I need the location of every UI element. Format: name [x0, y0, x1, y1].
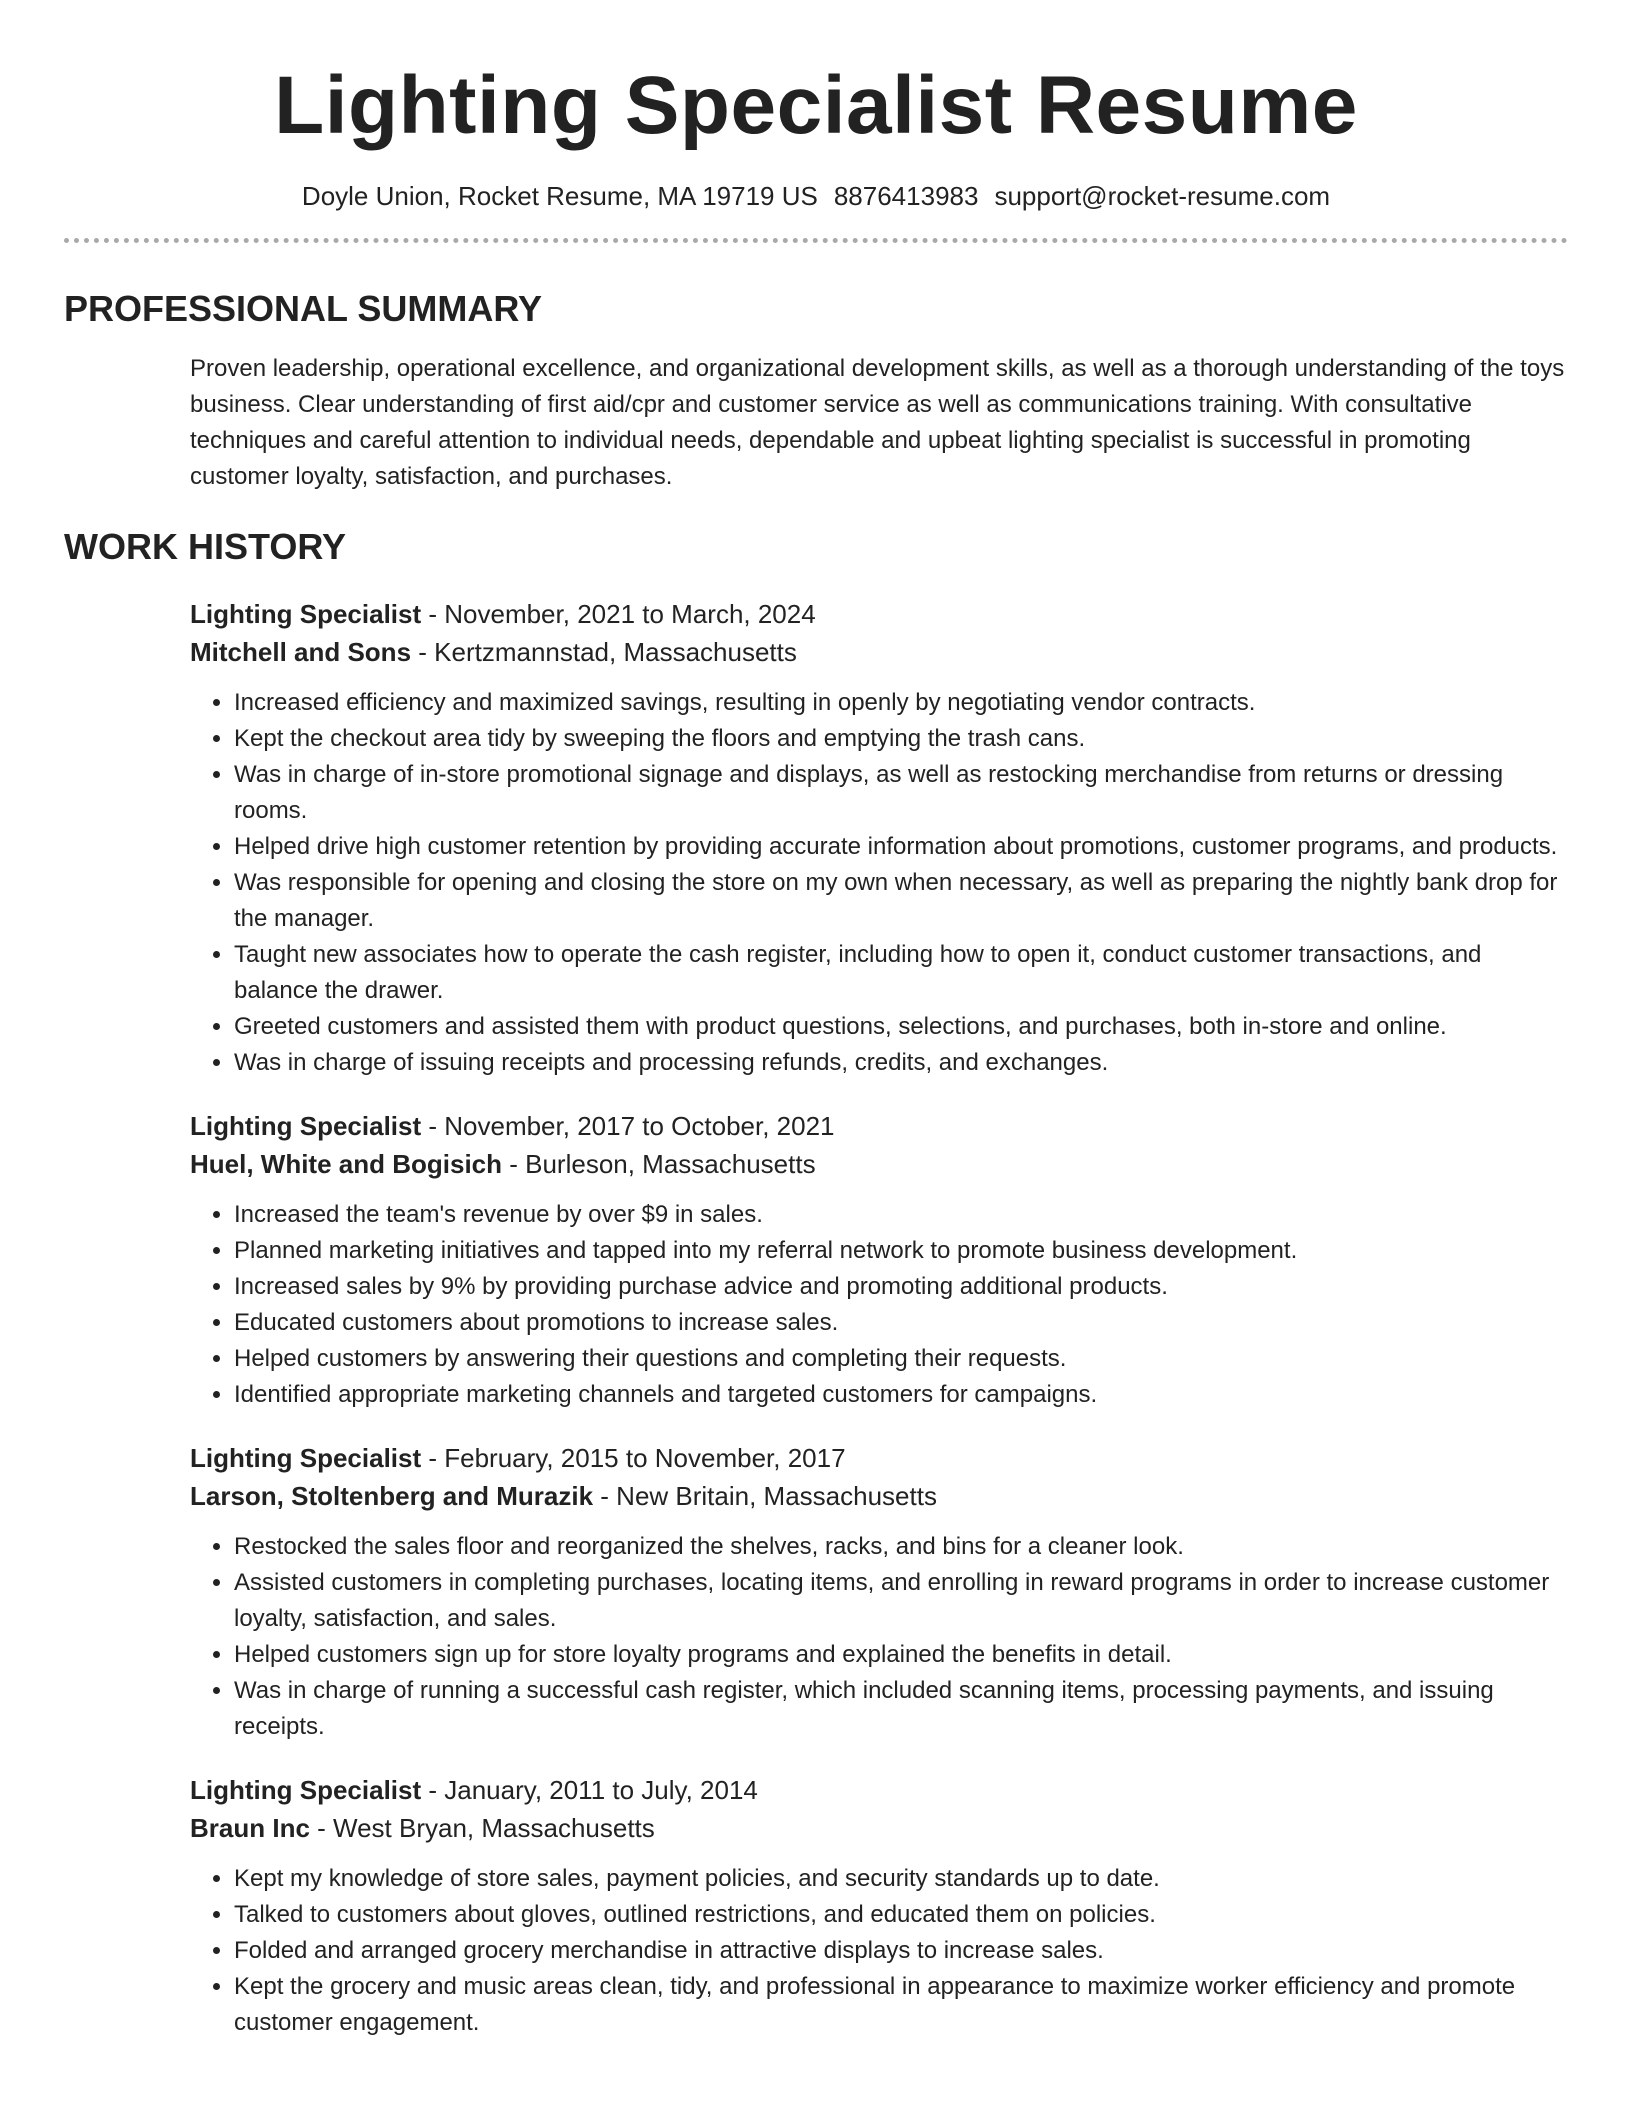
- job-entry: [190, 1771, 1568, 2041]
- job-bullet: • Greeted customers and assisted them with product questions, selections, and purchases, both in-store and online.: [234, 1009, 1568, 1045]
- job-company: Larson, Stoltenberg and Murazik: [190, 1481, 594, 1511]
- address-text: Doyle Union, Rocket Resume, MA 19719 US: [301, 181, 818, 211]
- job-role-line: [190, 1771, 1568, 1809]
- job-role-line: [190, 1107, 1568, 1145]
- job-role-line: [190, 595, 1568, 633]
- job-role: Lighting Specialist: [190, 599, 422, 629]
- job-bullet: • Folded and arranged grocery merchandise in attractive displays to increase sales.: [234, 1933, 1568, 1969]
- job-company-line: [190, 1145, 1568, 1183]
- job-bullet: • Kept the grocery and music areas clean, tidy, and professional in appearance to maximize worker efficiency and promote customer engagement.: [234, 1969, 1568, 2041]
- job-dates: - February, 2015 to November, 2017: [421, 1443, 846, 1473]
- job-location: - Kertzmannstad, Massachusetts: [411, 637, 797, 667]
- job-entry: [190, 595, 1568, 1081]
- job-bullets: [190, 685, 1568, 1081]
- job-bullet: • Was in charge of issuing receipts and processing refunds, credits, and exchanges.: [234, 1045, 1568, 1081]
- job-entry: [190, 1439, 1568, 1745]
- job-bullet: • Was responsible for opening and closing the store on my own when necessary, as well as preparing the nightly bank drop for the manager.: [234, 865, 1568, 937]
- job-bullet: • Planned marketing initiatives and tapped into my referral network to promote business development.: [234, 1233, 1568, 1269]
- work-history-list: [64, 595, 1568, 2041]
- job-company: Huel, White and Bogisich: [190, 1149, 503, 1179]
- job-bullets: [190, 1529, 1568, 1745]
- job-role: Lighting Specialist: [190, 1775, 422, 1805]
- job-bullet: • Educated customers about promotions to increase sales.: [234, 1305, 1568, 1341]
- contact-line: [64, 180, 1568, 212]
- job-bullet: • Helped drive high customer retention by providing accurate information about promotions, customer programs, and products.: [234, 829, 1568, 865]
- job-bullet: • Was in charge of in-store promotional signage and displays, as well as restocking merchandise from returns or dressing rooms.: [234, 757, 1568, 829]
- job-bullet: • Increased the team's revenue by over $9 in sales.: [234, 1197, 1568, 1233]
- job-company-line: [190, 1477, 1568, 1515]
- header-divider: [64, 238, 1568, 243]
- job-location: - New Britain, Massachusetts: [593, 1481, 937, 1511]
- job-entry: [190, 1107, 1568, 1413]
- job-bullet: • Helped customers sign up for store loyalty programs and explained the benefits in detail.: [234, 1637, 1568, 1673]
- job-role-line: [190, 1439, 1568, 1477]
- job-bullets: [190, 1861, 1568, 2041]
- job-location: - West Bryan, Massachusetts: [309, 1813, 655, 1843]
- job-dates: - November, 2017 to October, 2021: [421, 1111, 835, 1141]
- summary-text: Proven leadership, operational excellence, and organizational development skills, as well as a thorough understanding of the toys business. Clear understanding of first aid/cpr and customer service as well as communications training. With consultative techniques and careful attention to individual needs, dependable and upbeat lighting specialist is successful in promoting customer loyalty, satisfaction, and purchases.: [190, 355, 1565, 490]
- page-title: Lighting Specialist Resume: [274, 60, 1358, 151]
- job-bullet: • Increased sales by 9% by providing purchase advice and promoting additional products.: [234, 1269, 1568, 1305]
- job-bullet: • Kept the checkout area tidy by sweeping the floors and emptying the trash cans.: [234, 721, 1568, 757]
- job-bullets: [190, 1197, 1568, 1413]
- email-text: support@rocket-resume.com: [994, 181, 1331, 211]
- job-role: Lighting Specialist: [190, 1111, 422, 1141]
- work-history-heading: WORK HISTORY: [64, 526, 347, 567]
- job-bullet: • Increased efficiency and maximized savings, resulting in openly by negotiating vendor contracts.: [234, 685, 1568, 721]
- job-company-line: [190, 1809, 1568, 1847]
- job-bullet: • Talked to customers about gloves, outlined restrictions, and educated them on policies.: [234, 1897, 1568, 1933]
- job-bullet: • Taught new associates how to operate the cash register, including how to open it, conduct customer transactions, and balance the drawer.: [234, 937, 1568, 1009]
- job-bullet: • Was in charge of running a successful cash register, which included scanning items, processing payments, and issuing receipts.: [234, 1673, 1568, 1745]
- job-bullet: • Kept my knowledge of store sales, payment policies, and security standards up to date.: [234, 1861, 1568, 1897]
- job-role: Lighting Specialist: [190, 1443, 422, 1473]
- job-bullet: • Assisted customers in completing purchases, locating items, and enrolling in reward programs in order to increase customer loyalty, satisfaction, and sales.: [234, 1565, 1568, 1637]
- job-location: - Burleson, Massachusetts: [502, 1149, 816, 1179]
- job-dates: - November, 2021 to March, 2024: [421, 599, 816, 629]
- phone-text: 8876413983: [833, 181, 979, 211]
- job-bullet: • Identified appropriate marketing channels and targeted customers for campaigns.: [234, 1377, 1568, 1413]
- job-company: Braun Inc: [190, 1813, 310, 1843]
- job-bullet: • Helped customers by answering their questions and completing their requests.: [234, 1341, 1568, 1377]
- job-bullet: • Restocked the sales floor and reorganized the shelves, racks, and bins for a cleaner look.: [234, 1529, 1568, 1565]
- job-dates: - January, 2011 to July, 2014: [421, 1775, 758, 1805]
- job-company: Mitchell and Sons: [190, 637, 412, 667]
- job-company-line: [190, 633, 1568, 671]
- summary-heading: PROFESSIONAL SUMMARY: [64, 288, 543, 329]
- resume-page: [64, 0, 1568, 2041]
